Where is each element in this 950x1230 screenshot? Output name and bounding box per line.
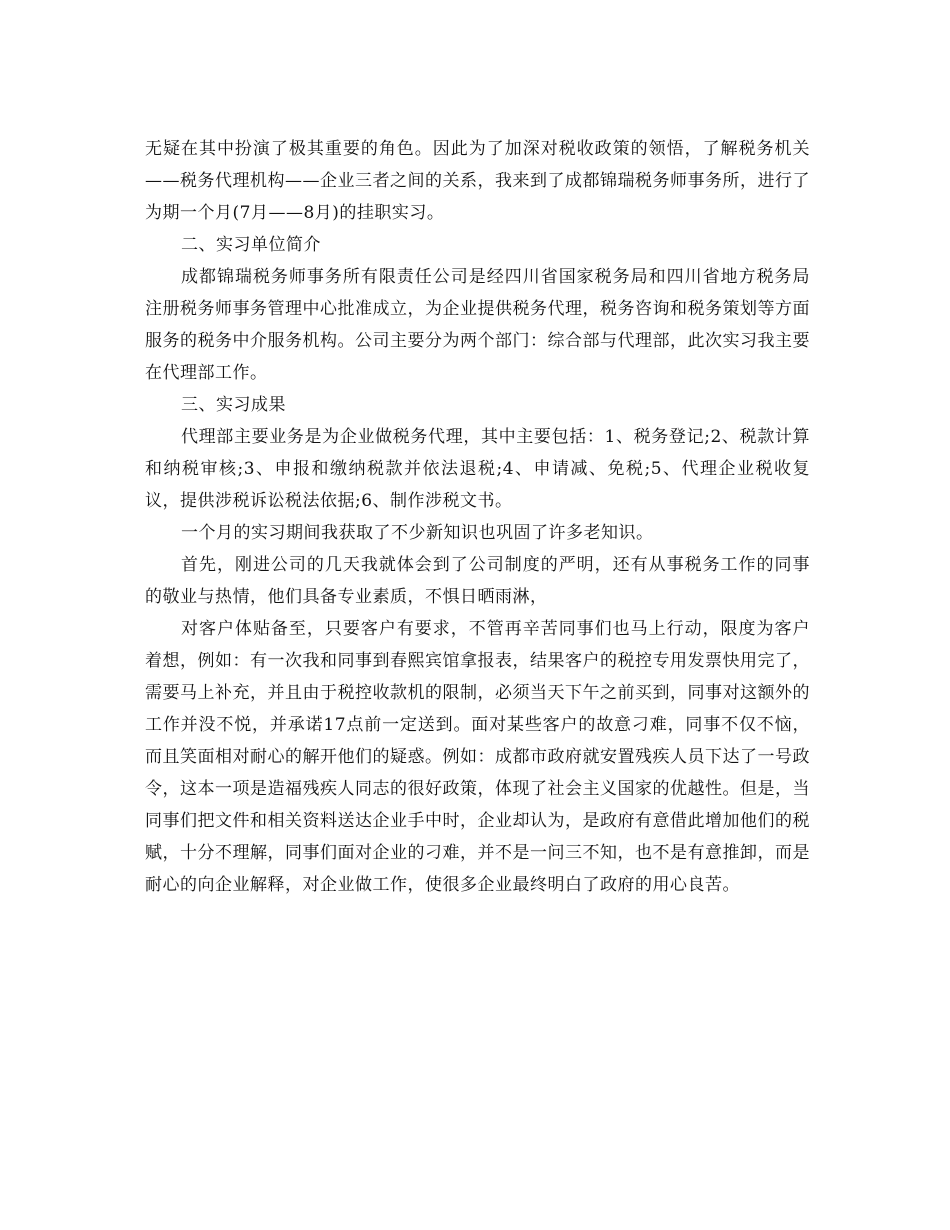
paragraph-customer-service: 对客户体贴备至，只要客户有要求，不管再辛苦同事们也马上行动，限度为客户着想，例如：有一次我和同事到春熙宾馆拿报表，结果客户的税控专用发票快用完了，需要马上补充，并且由于税控收款机的限制，必须当天下午之前买到，同事对这额外的工作并没不悦，并承诺17点前一定送到。面对某些客户的故意刁难，同事不仅不恼，而且笑面相对耐心的解开他们的疑惑。例如：成都市政府就安置残疾人员下达了一号政令，这本一项是造福残疾人同志的很好政策，体现了社会主义国家的优越性。但是，当同事们把文件和相关资料送达企业手中时，企业却认为，是政府有意借此增加他们的税赋，十分不理解，同事们面对企业的刁难，并不是一问三不知，也不是有意推卸，而是耐心的向企业解释，对企业做工作，使很多企业最终明白了政府的用心良苦。	[145, 619, 810, 895]
section-heading-results: 三、实习成果	[181, 395, 286, 415]
paragraph-knowledge-gained: 一个月的实习期间我获取了不少新知识也巩固了许多老知识。	[181, 523, 654, 543]
paragraph-intro-continuation: 无疑在其中扮演了极其重要的角色。因此为了加深对税收政策的领悟，了解税务机关——税务代理机构——企业三者之间的关系，我来到了成都锦瑞税务师事务所，进行了为期一个月(7月——8月)的挂职实习。	[145, 139, 810, 223]
paragraph-first-impression: 首先，刚进公司的几天我就体会到了公司制度的严明，还有从事税务工作的同事的敬业与热情，他们具备专业素质，不惧日晒雨淋，	[145, 555, 810, 607]
paragraph-company-intro: 成都锦瑞税务师事务所有限责任公司是经四川省国家税务局和四川省地方税务局注册税务师事务管理中心批准成立，为企业提供税务代理，税务咨询和税务策划等方面服务的税务中介服务机构。公司主要分为两个部门：综合部与代理部，此次实习我主要在代理部工作。	[145, 267, 810, 383]
document-body	[145, 133, 810, 901]
section-heading-company-intro: 二、实习单位简介	[181, 235, 321, 255]
paragraph-agency-business: 代理部主要业务是为企业做税务代理，其中主要包括：1、税务登记;2、税款计算和纳税审核;3、申报和缴纳税款并依法退税;4、申请减、免税;5、代理企业税收复议，提供涉税诉讼税法依据;6、制作涉税文书。	[145, 427, 810, 511]
